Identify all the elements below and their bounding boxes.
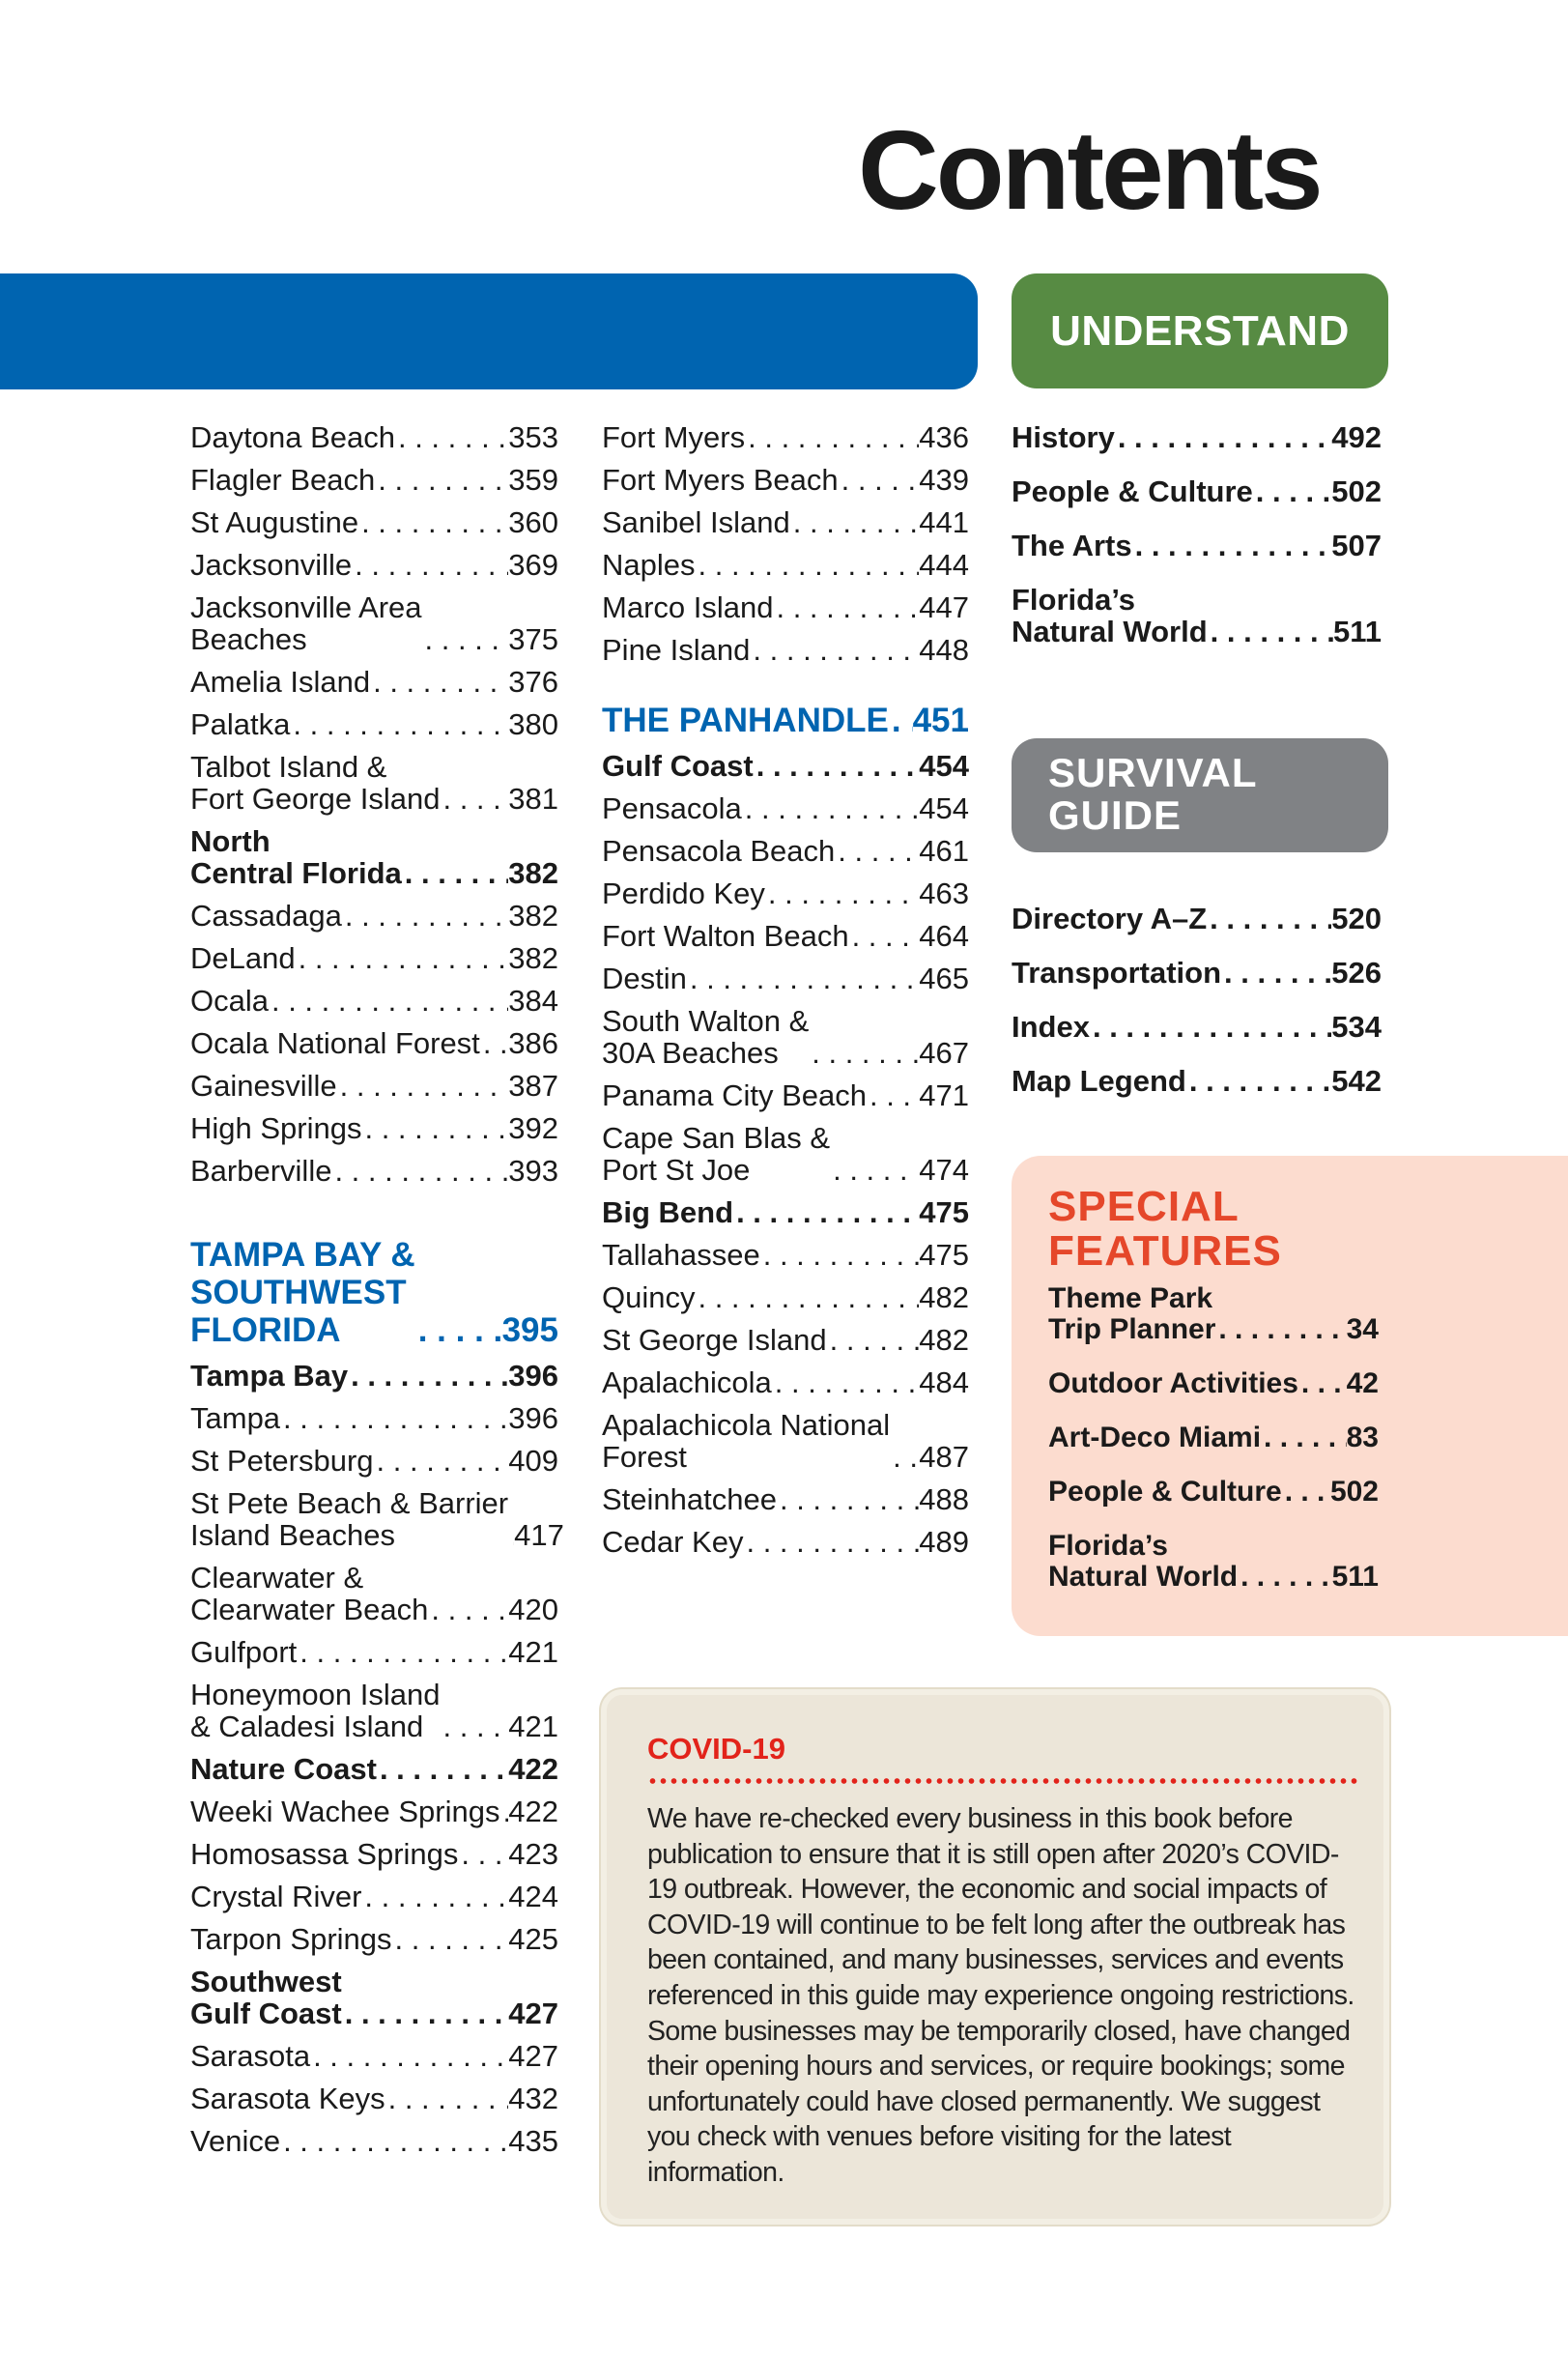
dot-leader xyxy=(839,464,920,496)
toc-column-2 xyxy=(602,421,969,1568)
entry-title: People & Culture xyxy=(1012,474,1253,508)
toc-region-entry[interactable] xyxy=(602,1196,969,1228)
page-number: 465 xyxy=(919,962,969,995)
page-number: 448 xyxy=(919,633,969,667)
toc-entry[interactable] xyxy=(190,1838,558,1870)
toc-entry[interactable] xyxy=(190,1486,564,1552)
entry-title: Palatka xyxy=(190,707,291,741)
entry-title: THE PANHANDLE xyxy=(602,702,889,739)
dot-leader xyxy=(889,702,913,739)
entry-title: St George Island xyxy=(602,1323,827,1357)
toc-entry[interactable] xyxy=(190,1562,558,1625)
toc-entry[interactable] xyxy=(602,920,969,952)
dot-leader xyxy=(835,835,919,867)
toc-entry[interactable] xyxy=(602,549,969,581)
entry-title: Art-Deco Miami xyxy=(1048,1422,1262,1453)
entry-title: Sanibel Island xyxy=(602,505,790,539)
page-title: Contents xyxy=(858,107,1321,233)
dot-leader xyxy=(1208,616,1333,647)
survival-guide-section-tab xyxy=(1012,738,1388,852)
dot-leader xyxy=(342,900,508,932)
dot-leader xyxy=(385,2083,509,2114)
dot-leader xyxy=(1090,1011,1331,1043)
page-number: 463 xyxy=(919,876,969,910)
entry-title: Theme Park Trip Planner xyxy=(1048,1282,1216,1345)
entry-title: Pensacola Beach xyxy=(602,834,836,868)
entry-title: Directory A–Z xyxy=(1012,902,1208,935)
entry-title: Perdido Key xyxy=(602,876,765,910)
toc-entry[interactable] xyxy=(190,1881,558,1912)
dot-leader xyxy=(402,857,509,889)
page-number: 384 xyxy=(508,984,558,1018)
dot-leader xyxy=(745,421,919,453)
page-number: 376 xyxy=(508,665,558,699)
dot-leader xyxy=(441,1710,509,1742)
page-number: 444 xyxy=(919,548,969,582)
dot-leader xyxy=(1298,1368,1347,1399)
toc-entry[interactable] xyxy=(190,506,558,538)
toc-entry[interactable] xyxy=(190,464,558,496)
toc-entry[interactable] xyxy=(602,464,969,496)
entry-title: Crystal River xyxy=(190,1880,362,1913)
page-number: 467 xyxy=(919,1036,969,1070)
entry-title: St Pete Beach & Barrier Island Beaches xyxy=(190,1486,509,1552)
entry-title: Florida’s Natural World xyxy=(1048,1530,1239,1593)
toc-entry[interactable] xyxy=(190,2125,558,2157)
dot-leader xyxy=(790,506,920,538)
entry-title: Jacksonville xyxy=(190,548,353,582)
toc-entry[interactable] xyxy=(190,2040,558,2072)
dot-leader xyxy=(1221,957,1331,989)
dot-leader xyxy=(742,792,919,824)
toc-entry[interactable] xyxy=(190,549,558,581)
toc-entry[interactable] xyxy=(1012,584,1382,647)
dot-leader xyxy=(361,1112,508,1144)
entry-title: Weeki Wachee Springs xyxy=(190,1795,500,1828)
dot-leader xyxy=(760,1239,920,1271)
special-features-list xyxy=(1048,1283,1379,1616)
toc-entry[interactable] xyxy=(1012,957,1382,989)
entry-title: Amelia Island xyxy=(190,665,371,699)
page-number: 482 xyxy=(919,1323,969,1357)
dot-leader xyxy=(352,549,508,581)
toc-entry[interactable] xyxy=(1012,1011,1382,1043)
entry-title: Daytona Beach xyxy=(190,420,395,454)
dot-leader xyxy=(342,1997,509,2029)
page-number: 511 xyxy=(1331,1561,1379,1593)
dot-leader xyxy=(297,1636,508,1668)
page-number: 83 xyxy=(1346,1422,1379,1453)
dot-leader xyxy=(1261,1422,1347,1453)
dot-leader xyxy=(867,1079,919,1111)
dot-leader xyxy=(830,1154,919,1186)
page-number: 421 xyxy=(508,1635,558,1669)
page-number: 382 xyxy=(508,941,558,975)
dot-leader xyxy=(374,1445,509,1477)
entry-title: DeLand xyxy=(190,941,296,975)
entry-title: Barberville xyxy=(190,1154,332,1188)
entry-title: Nature Coast xyxy=(190,1752,377,1786)
dot-leader xyxy=(331,1155,508,1187)
toc-region-entry[interactable] xyxy=(190,1966,558,2029)
toc-entry[interactable] xyxy=(602,1483,969,1515)
entry-title: Gulfport xyxy=(190,1635,298,1669)
covid-notice-heading: COVID-19 xyxy=(647,1732,785,1766)
page-number: 502 xyxy=(1329,1476,1379,1508)
dot-leader xyxy=(1207,903,1331,934)
entry-title: Homosassa Springs xyxy=(190,1837,459,1871)
toc-entry[interactable] xyxy=(190,1155,558,1187)
toc-entry[interactable] xyxy=(602,1324,969,1356)
toc-entry[interactable] xyxy=(602,792,969,824)
page-number: 511 xyxy=(1332,615,1382,648)
dot-leader xyxy=(1115,421,1331,453)
toc-entry[interactable] xyxy=(190,2083,558,2114)
dot-leader xyxy=(1132,530,1332,561)
toc-entry[interactable] xyxy=(1012,475,1382,507)
dot-leader xyxy=(750,634,919,666)
dot-leader xyxy=(1186,1065,1331,1097)
page-number: 439 xyxy=(919,463,969,497)
entry-title: Apalachicola xyxy=(602,1365,772,1399)
covid-notice-body: We have re-checked every business in this book before publication to ensure that it is still open after 2020’s COVID-19 outbreak. However, the economic and social impacts of COVID-19 will continue to be felt long after the outbreak has been contained, and many businesses, services and events referenced in this guide may experience ongoing restrictions. Some businesses may be temporarily closed, have changed their opening hours and services, or require bookings; some unfortunately could have closed permanently. We suggest you check with venues before visiting for the latest information. xyxy=(647,1803,1354,2188)
dot-leader xyxy=(1282,1477,1330,1508)
dot-leader xyxy=(280,2125,508,2157)
toc-section-entry[interactable] xyxy=(602,702,969,739)
entry-title: Quincy xyxy=(602,1280,696,1314)
entry-title: Panama City Beach xyxy=(602,1078,867,1112)
entry-title: Florida’s Natural World xyxy=(1012,583,1208,648)
page-number: 353 xyxy=(508,420,558,454)
page-number: 520 xyxy=(1331,902,1382,935)
toc-entry[interactable] xyxy=(1012,1065,1382,1097)
page-number: 534 xyxy=(1331,1010,1382,1044)
dot-leader xyxy=(754,750,920,782)
spacer xyxy=(602,676,969,702)
dot-leader xyxy=(773,591,919,623)
entry-title: Marco Island xyxy=(602,590,774,624)
toc-entry[interactable] xyxy=(602,1409,969,1473)
dot-leader xyxy=(428,1594,508,1625)
dot-leader xyxy=(687,963,919,994)
dot-leader xyxy=(395,421,508,453)
entry-title: Jacksonville Area Beaches xyxy=(190,590,422,656)
toc-entry[interactable] xyxy=(602,634,969,666)
toc-entry[interactable] xyxy=(602,591,969,623)
dot-leader xyxy=(1215,1314,1346,1345)
toc-entry[interactable] xyxy=(1048,1531,1379,1593)
dot-leader xyxy=(696,549,920,581)
dot-leader xyxy=(733,1196,919,1228)
page-number: 487 xyxy=(919,1440,969,1474)
toc-entry[interactable] xyxy=(1048,1422,1379,1453)
covid-notice-box xyxy=(601,1689,1389,2225)
understand-section-tab: UNDERSTAND xyxy=(1012,273,1388,388)
page-number: 360 xyxy=(508,505,558,539)
entry-title: Tampa Bay xyxy=(190,1359,349,1393)
page-number: 441 xyxy=(919,505,969,539)
page-number: 427 xyxy=(508,2039,558,2073)
dot-leader xyxy=(1253,475,1332,507)
toc-entry[interactable] xyxy=(190,1402,558,1434)
dot-leader xyxy=(890,1441,919,1473)
dot-leader xyxy=(772,1366,919,1398)
dot-leader xyxy=(310,2040,508,2072)
dot-leader xyxy=(361,1881,508,1912)
toc-entry[interactable] xyxy=(190,751,558,815)
entry-title: Fort Myers Beach xyxy=(602,463,839,497)
toc-entry[interactable] xyxy=(190,900,558,932)
page-number: 502 xyxy=(1331,474,1382,508)
entry-title: Southwest Gulf Coast xyxy=(190,1965,342,2030)
toc-entry[interactable] xyxy=(190,1636,558,1668)
entry-title: Clearwater & Clearwater Beach xyxy=(190,1561,429,1626)
dot-leader xyxy=(415,1311,502,1349)
spacer xyxy=(190,1197,558,1236)
entry-title: Big Bend xyxy=(602,1195,734,1229)
entry-title: Ocala National Forest xyxy=(190,1026,480,1060)
entry-title: Apalachicola National Forest xyxy=(602,1408,891,1474)
dot-leader xyxy=(777,1483,919,1515)
dotted-divider xyxy=(647,1778,1358,1784)
page-number: 34 xyxy=(1346,1313,1379,1345)
page-number: 396 xyxy=(508,1401,558,1435)
toc-region-entry[interactable] xyxy=(190,1753,558,1785)
page-number: 484 xyxy=(919,1365,969,1399)
toc-entry[interactable] xyxy=(190,985,558,1017)
entry-title: South Walton & 30A Beaches xyxy=(602,1004,810,1070)
dot-leader xyxy=(743,1526,919,1558)
dot-leader xyxy=(280,1402,508,1434)
entry-title: Cedar Key xyxy=(602,1525,744,1559)
page-number: 425 xyxy=(508,1922,558,1956)
dot-leader xyxy=(765,877,919,909)
page-number: 42 xyxy=(1346,1367,1379,1399)
entry-title: Steinhatchee xyxy=(602,1482,777,1516)
page-number: 475 xyxy=(919,1238,969,1272)
entry-title: St Petersburg xyxy=(190,1444,374,1478)
page-number: 380 xyxy=(508,707,558,741)
entry-title: Flagler Beach xyxy=(190,463,376,497)
entry-title: Pensacola xyxy=(602,791,742,825)
entry-title: Gulf Coast xyxy=(602,749,754,783)
toc-entry[interactable] xyxy=(190,421,558,453)
toc-entry[interactable] xyxy=(1012,530,1382,561)
page-number: 420 xyxy=(508,1593,558,1626)
toc-entry[interactable] xyxy=(602,1005,969,1069)
dot-leader xyxy=(422,623,509,655)
entry-title: Fort Walton Beach xyxy=(602,919,849,953)
toc-region-entry[interactable] xyxy=(190,1360,558,1392)
page-number: 432 xyxy=(508,2082,558,2115)
page-number: 382 xyxy=(508,899,558,933)
toc-entry[interactable] xyxy=(602,877,969,909)
understand-list xyxy=(1012,421,1382,670)
entry-title: Pine Island xyxy=(602,633,751,667)
dot-leader xyxy=(375,464,508,496)
toc-column-1 xyxy=(190,420,564,2168)
toc-entry[interactable] xyxy=(190,1445,558,1477)
page-number: 482 xyxy=(919,1280,969,1314)
toc-entry[interactable] xyxy=(602,421,969,453)
entry-title: Sarasota Keys xyxy=(190,2082,385,2115)
page-number: 461 xyxy=(919,834,969,868)
toc-entry[interactable] xyxy=(602,963,969,994)
dot-leader xyxy=(1238,1562,1331,1593)
entry-title: Index xyxy=(1012,1010,1090,1044)
toc-entry[interactable] xyxy=(602,1366,969,1398)
page-number: 542 xyxy=(1331,1064,1382,1098)
toc-entry[interactable] xyxy=(190,1679,558,1742)
page-number: 507 xyxy=(1331,529,1382,562)
entry-title: Tampa xyxy=(190,1401,281,1435)
dot-leader xyxy=(827,1324,920,1356)
toc-entry[interactable] xyxy=(190,1112,558,1144)
page-number: 475 xyxy=(919,1195,969,1229)
dot-leader xyxy=(392,1923,509,1955)
page-number: 474 xyxy=(919,1153,969,1187)
page-number: 422 xyxy=(508,1795,558,1828)
page-number: 464 xyxy=(919,919,969,953)
toc-region-entry[interactable] xyxy=(602,750,969,782)
page-number: 526 xyxy=(1331,956,1382,990)
dot-leader xyxy=(370,666,508,698)
entry-title: Destin xyxy=(602,962,687,995)
entry-title: Talbot Island & Fort George Island xyxy=(190,750,441,816)
toc-entry[interactable] xyxy=(602,506,969,538)
entry-title: Honeymoon Island & Caladesi Island xyxy=(190,1678,441,1743)
page-number: 451 xyxy=(912,702,969,739)
entry-title: Naples xyxy=(602,548,696,582)
dot-leader xyxy=(480,1027,508,1059)
dot-leader xyxy=(358,506,508,538)
entry-title: People & Culture xyxy=(1048,1476,1282,1508)
toc-entry[interactable] xyxy=(190,708,558,740)
dot-leader xyxy=(377,1753,508,1785)
page-number: 417 xyxy=(514,1518,564,1552)
entry-title: St Augustine xyxy=(190,505,359,539)
page-number: 393 xyxy=(508,1154,558,1188)
dot-leader xyxy=(348,1360,508,1392)
entry-title: Map Legend xyxy=(1012,1064,1186,1098)
dot-leader xyxy=(458,1838,508,1870)
entry-title: The Arts xyxy=(1012,529,1132,562)
toc-entry[interactable] xyxy=(1012,421,1382,453)
entry-title: Sarasota xyxy=(190,2039,311,2073)
dot-leader xyxy=(809,1037,919,1069)
entry-title: Outdoor Activities xyxy=(1048,1367,1298,1399)
survival-guide-label: SURVIVAL GUIDE xyxy=(1048,750,1258,838)
special-features-heading: SPECIAL FEATURES xyxy=(1048,1183,1282,1275)
page-number: 421 xyxy=(508,1710,558,1743)
dot-leader xyxy=(695,1281,919,1313)
toc-region-entry[interactable] xyxy=(190,825,558,889)
entry-title: North Central Florida xyxy=(190,824,402,890)
dot-leader xyxy=(337,1070,509,1102)
page-number: 375 xyxy=(508,622,558,656)
page-number: 435 xyxy=(508,2124,558,2158)
dot-leader xyxy=(269,985,508,1017)
page-number: 359 xyxy=(508,463,558,497)
page-number: 454 xyxy=(919,791,969,825)
page-number: 409 xyxy=(508,1444,558,1478)
page-number: 447 xyxy=(919,590,969,624)
toc-entry[interactable] xyxy=(190,1027,558,1059)
toc-entry[interactable] xyxy=(190,942,558,974)
entry-title: TAMPA BAY & SOUTHWEST FLORIDA xyxy=(190,1236,415,1349)
toc-entry[interactable] xyxy=(190,1796,558,1827)
page-number: 382 xyxy=(508,856,558,890)
entry-title: Fort Myers xyxy=(602,420,746,454)
toc-entry[interactable] xyxy=(190,1070,558,1102)
page-number: 392 xyxy=(508,1111,558,1145)
page-number: 454 xyxy=(919,749,969,783)
toc-entry[interactable] xyxy=(602,1239,969,1271)
toc-entry[interactable] xyxy=(190,591,558,655)
entry-title: Tallahassee xyxy=(602,1238,760,1272)
section-banner-bar xyxy=(0,273,978,389)
entry-title: Gainesville xyxy=(190,1069,337,1103)
page-number: 488 xyxy=(919,1482,969,1516)
entry-title: Transportation xyxy=(1012,956,1222,990)
page-number: 436 xyxy=(919,420,969,454)
page-number: 386 xyxy=(508,1026,558,1060)
entry-title: Cape San Blas & Port St Joe xyxy=(602,1121,831,1187)
toc-entry[interactable] xyxy=(190,1923,558,1955)
page-number: 422 xyxy=(508,1752,558,1786)
page-number: 427 xyxy=(508,1997,558,2030)
toc-entry[interactable] xyxy=(602,1281,969,1313)
dot-leader xyxy=(849,920,920,952)
entry-title: Ocala xyxy=(190,984,269,1018)
survival-guide-list xyxy=(1012,903,1382,1119)
page-number: 424 xyxy=(508,1880,558,1913)
dot-leader xyxy=(499,1796,508,1827)
page-number: 396 xyxy=(508,1359,558,1393)
toc-entry[interactable] xyxy=(190,666,558,698)
dot-leader xyxy=(440,783,508,815)
page-number: 471 xyxy=(919,1078,969,1112)
toc-entry[interactable] xyxy=(1048,1368,1379,1399)
toc-entry[interactable] xyxy=(1048,1283,1379,1345)
entry-title: Tarpon Springs xyxy=(190,1922,392,1956)
page-number: 489 xyxy=(919,1525,969,1559)
page-number: 395 xyxy=(501,1311,558,1349)
entry-title: Cassadaga xyxy=(190,899,342,933)
special-features-panel xyxy=(1012,1156,1568,1636)
page-number: 492 xyxy=(1331,420,1382,454)
toc-entry[interactable] xyxy=(602,1079,969,1111)
dot-leader xyxy=(296,942,509,974)
dot-leader xyxy=(290,708,508,740)
toc-entry[interactable] xyxy=(602,1526,969,1558)
toc-section-entry[interactable] xyxy=(190,1236,558,1349)
toc-entry[interactable] xyxy=(602,1122,969,1186)
entry-title: Venice xyxy=(190,2124,281,2158)
page-number: 423 xyxy=(508,1837,558,1871)
page-number: 369 xyxy=(508,548,558,582)
page-number: 387 xyxy=(508,1069,558,1103)
page-number: 381 xyxy=(508,782,558,816)
entry-title: High Springs xyxy=(190,1111,362,1145)
toc-entry[interactable] xyxy=(602,835,969,867)
entry-title: History xyxy=(1012,420,1115,454)
toc-entry[interactable] xyxy=(1012,903,1382,934)
toc-entry[interactable] xyxy=(1048,1477,1379,1508)
